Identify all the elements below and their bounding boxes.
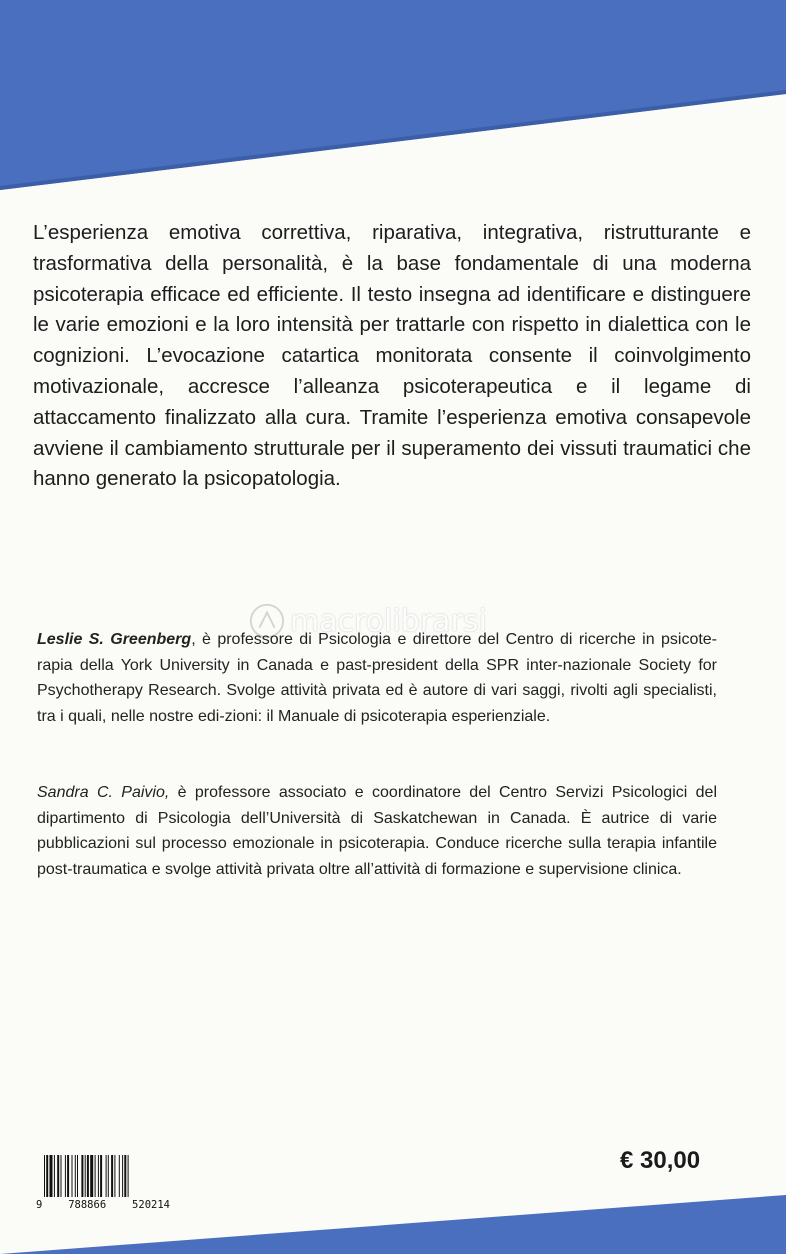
- price-label: € 30,00: [620, 1147, 701, 1174]
- isbn-digit-group-1: 788866: [68, 1199, 107, 1211]
- author-name-paivio: Sandra C. Paivio,: [37, 784, 170, 801]
- isbn-digit-lead: 9: [36, 1199, 43, 1211]
- isbn-digit-group-2: 520214: [132, 1199, 170, 1211]
- author-name-greenberg: Leslie S. Greenberg: [37, 631, 192, 648]
- barcode-icon: [44, 1155, 170, 1199]
- top-blue-band: [0, 0, 786, 200]
- author-bio-text-greenberg: , è professore di Psicologia e direttore del Centro di ricerche in psicote-rapia della York University in Canada e past-president della SPR inter-nazionale Society for Psychotherapy Research. Svolge attività privata ed è autore di vari saggi, rivolti agli specialisti, tra i quali, nelle nostre edi-zioni: il Manuale di psicoterapia esperienziale.: [37, 631, 718, 725]
- book-description: L’esperienza emotiva correttiva, riparativa, integrativa, ristrutturante e trasformativa della personalità, è la base fondamentale di una moderna psicoterapia efficace ed efficiente. Il testo insegna ad identificare e distinguere le varie emozioni e la loro intensità per trattarle con rispetto in dialettica con le cognizioni. L’evocazione catartica monitorata consente il coinvolgimento motivazionale, accresce l’alleanza psicoterapeutica e il legame di attaccamento finalizzato alla cura. Tramite l’esperienza emotiva consapevole avviene il cambiamento strutturale per il superamento dei vissuti traumatici che hanno generato la psicopatologia.: [33, 221, 751, 491]
- author-bio-greenberg: [37, 627, 717, 729]
- watermark-text: macrolibrarsi: [290, 603, 487, 639]
- bottom-blue-band: [0, 1195, 786, 1254]
- author-bio-text-paivio: è professore associato e coordinatore del Centro Servizi Psicologici del dipartimento di Psicologia dell’Università di Saskatchewan in Canada. È autrice di varie pubblicazioni sul processo emozionale in psicoterapia. Conduce ricerche sulla terapia infantile post-traumatica e svolge attività privata oltre all’attività di formazione e supervisione clinica.: [37, 784, 717, 878]
- author-bio-paivio: [37, 780, 717, 882]
